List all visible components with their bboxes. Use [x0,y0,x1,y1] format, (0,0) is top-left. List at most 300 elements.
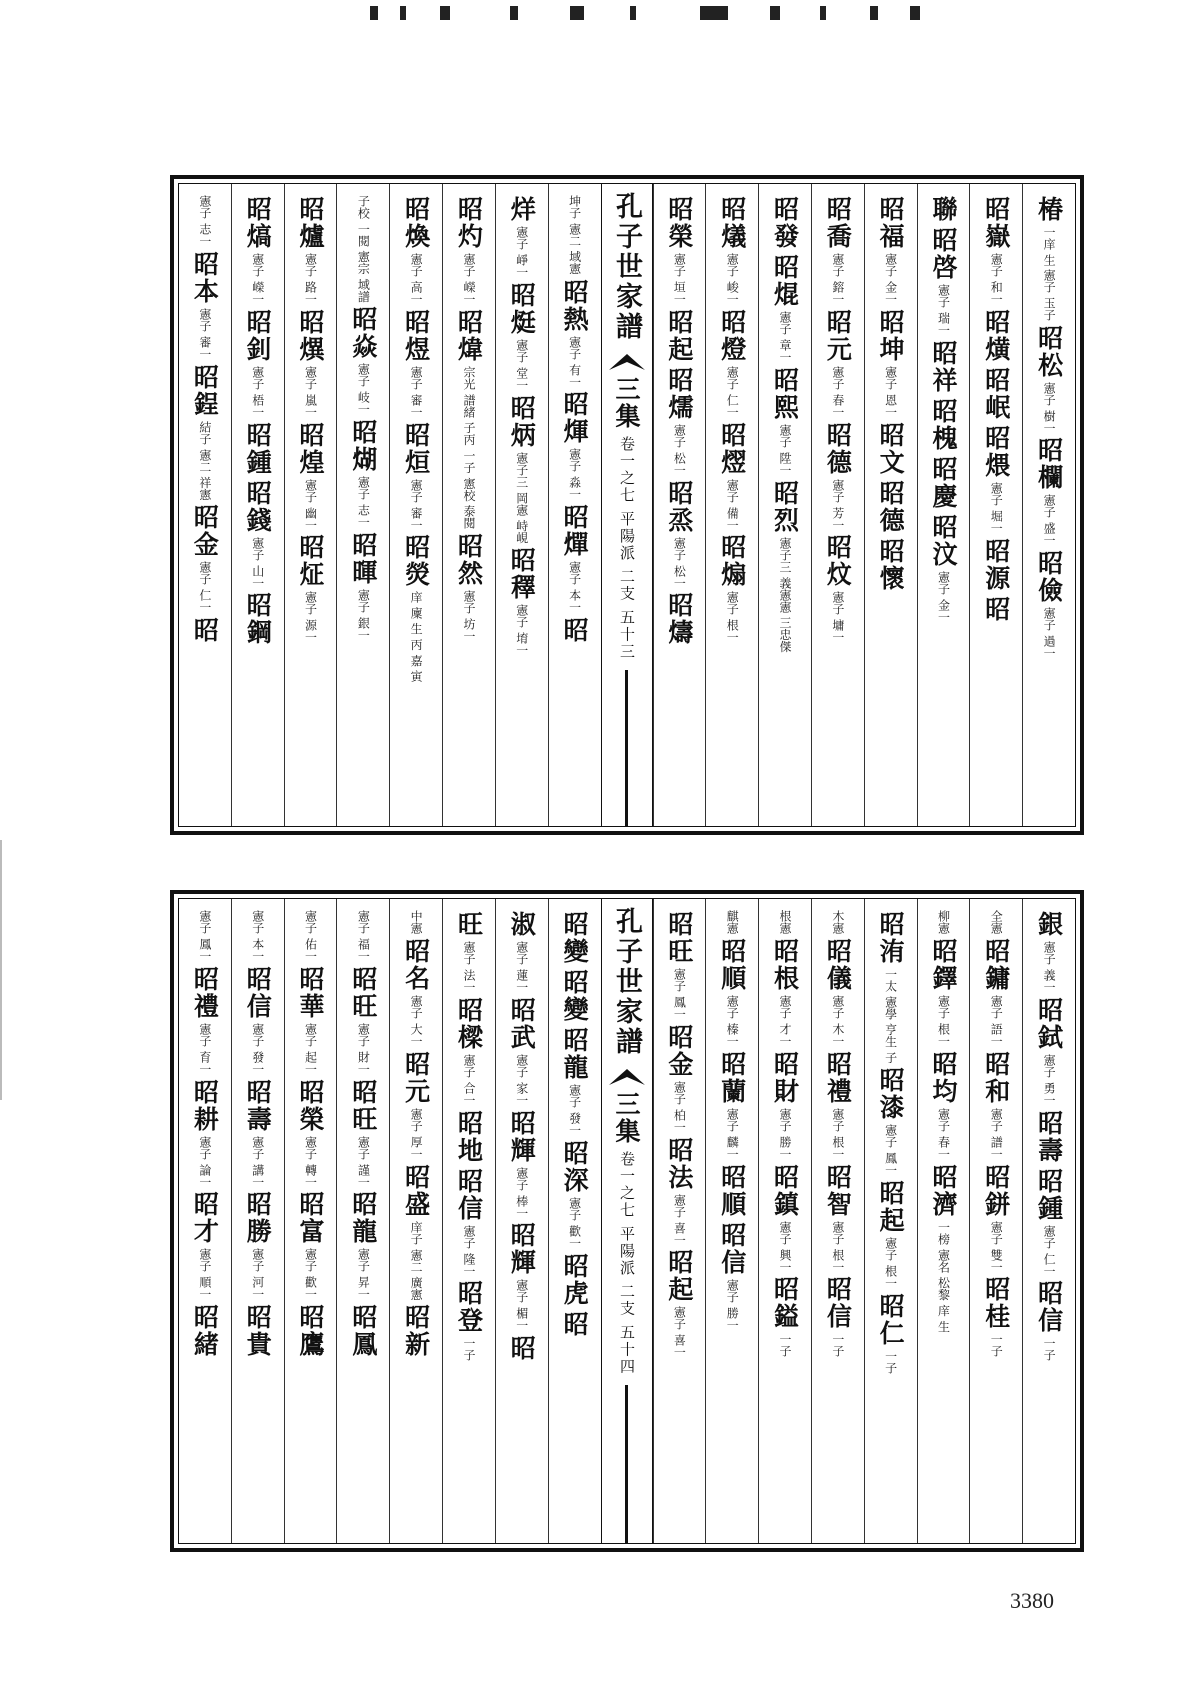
person-name: 聯 [928,196,958,223]
person-name: 昭喬 [823,196,853,250]
person-name: 昭榮 [296,1078,326,1133]
person-name: 昭樑 [454,996,484,1051]
chapter-branch-page: 卷一之七 平陽派 二支 五十四 [618,1151,636,1376]
entry-column [336,184,389,826]
person-name: 昭䆁 [507,547,537,602]
lineage-note: 憲子 喜一 [672,1193,687,1246]
lineage-note: 憲子 審一 [409,478,424,531]
lineage-note: 憲子 育一 [197,1022,212,1075]
person-name: 昭信 [823,1276,853,1331]
lineage-note: 憲子 瑞一 [936,284,951,336]
person-name: 昭 [560,617,590,645]
person-name: 昭鋼 [243,592,273,647]
spine-rule [625,1385,628,1543]
person-name: 昭炡 [296,534,326,589]
lineage-note: 憲子 山一 [250,536,265,589]
person-name: 昭煳 [348,419,378,474]
lineage-note: 憲子三 岡憲 峙峴 [514,451,529,544]
lineage-note: 憲子 順一 [197,1248,212,1301]
lineage-note: 憲子 崢一 [514,226,529,278]
entry-column [917,899,970,1543]
person-name: 昭煽 [717,534,747,589]
person-name: 昭福 [876,196,906,250]
person-name: 昭煥 [401,196,431,250]
lineage-note: 憲子 厚一 [409,1107,424,1160]
person-name: 昭炳 [507,394,537,449]
person-name: 昭壽 [1034,1109,1064,1164]
lineage-note: 一子 [989,1333,1004,1358]
lineage-note: 憲子 盛一 [1042,494,1057,547]
person-name: 昭信 [243,965,273,1020]
lineage-note: 宗光 譜緒 子丙 一子 憲校 泰閱 [461,365,476,529]
lineage-note: 憲子 淼一 [567,448,582,501]
lineage-note: 憲子 松一 [672,536,687,589]
lineage-note: 憲子 喜一 [672,1306,687,1359]
person-name: 昭懷 [876,537,906,592]
lineage-note: 庠 廩 生 丙 嘉 寅 [409,591,424,683]
person-name: 昭烜 [401,421,431,476]
lineage-note: 憲子 芳一 [830,478,845,531]
lineage-note: 憲子 勝一 [778,1107,793,1160]
lineage-note: 憲子 楣一 [514,1279,529,1332]
person-name: 昭岷 [981,366,1011,421]
person-name: 昭起 [664,308,694,363]
person-name: 昭鎰 [770,1276,800,1331]
person-name: 昭均 [928,1050,958,1105]
lineage-note: 憲子 堉一 [514,604,529,657]
fishtail-ornament-icon [607,350,647,372]
lineage-note: 憲子 金一 [883,253,898,305]
lineage-note: 憲子 佑一 [303,910,318,962]
person-name: 昭烝 [664,479,694,534]
person-name: 昭金 [190,504,220,559]
entry-column [969,184,1022,826]
lineage-note: 結子 憲二 祥憲 [197,420,212,501]
lineage-note: 憲子 有一 [567,335,582,388]
person-name: 昭變 [560,911,590,965]
lineage-note: 憲子 源一 [303,591,318,644]
entry-column [284,899,337,1543]
lineage-note: 憲子 木一 [830,995,845,1047]
person-name: 昭德 [823,421,853,476]
lineage-note: 憲子 本一 [250,910,265,962]
person-name: 昭富 [296,1191,326,1246]
lineage-note: 憲子 發一 [250,1022,265,1075]
chapter-branch-page: 卷一之七 平陽派 二支 五十三 [618,436,636,661]
lineage-note: 憲子 堂一 [514,338,529,391]
lineage-note: 憲子 墉一 [830,591,845,644]
entry-column [705,184,758,826]
person-name: 昭燈 [717,308,747,363]
person-name: 昭順 [717,1163,747,1218]
lineage-note: 憲子 仁一 [1042,1224,1057,1277]
lineage-note: 憲子 勝一 [725,1278,740,1331]
lineage-note: 一子 [778,1333,793,1358]
person-name: 昭起 [876,1180,906,1235]
lineage-note: 憲子 金一 [936,570,951,623]
person-name: 昭漆 [876,1067,906,1122]
entry-column [179,899,231,1543]
person-name: 昭禮 [190,965,220,1020]
entry-column [231,899,284,1543]
entry-column [231,184,284,826]
person-name: 昭虎 [560,1252,590,1307]
lineage-note: 憲子 興一 [778,1220,793,1273]
lineage-note: 柳憲 [936,910,951,934]
person-name: 昭文 [876,421,906,476]
lineage-note: 憲子 志一 [197,195,212,247]
lineage-note: 全憲 [989,910,1004,934]
lineage-note: 憲子 過一 [1042,607,1057,660]
person-name: 昭燽 [664,592,694,647]
lineage-note: 子校 一閱 憲宗 域譜 [356,195,371,303]
lineage-note: 憲子 大一 [409,995,424,1047]
lineage-note: 一子 [461,1337,476,1362]
lineage-note: 根憲 [778,910,793,934]
lineage-note: 憲子 根一 [725,591,740,644]
person-name: 昭仁 [876,1293,906,1348]
person-name: 昭新 [401,1304,431,1359]
entry-column [548,184,601,826]
person-name: 昭鉼 [981,1163,1011,1218]
lineage-note: 憲子 法一 [461,941,476,993]
fishtail-ornament-icon [607,1065,647,1087]
lineage-note: 憲子 根一 [936,995,951,1047]
genealogy-page-53 [170,175,1084,835]
person-name: 昭耕 [190,1078,220,1133]
lineage-note: 憲子 義一 [1042,941,1057,993]
person-name: 昭起 [664,1249,694,1304]
lineage-note: 憲子 恩一 [883,365,898,418]
lineage-note: 憲子 嵐一 [303,365,318,418]
lineage-note: 憲子 垣一 [672,253,687,305]
entry-column [811,899,864,1543]
lineage-note: 一子 [1042,1337,1057,1362]
lineage-note: 憲子 根一 [830,1107,845,1160]
person-name: 昭釗 [243,308,273,363]
lineage-note: 憲子 松一 [672,423,687,476]
person-name: 烊 [507,196,537,223]
lineage-note: 憲子 勇一 [1042,1053,1057,1106]
person-name: 昭鏞 [981,938,1011,992]
person-name: 昭龍 [348,1191,378,1246]
entry-column [548,899,601,1543]
person-name: 昭緒 [190,1304,220,1359]
lineage-note: 憲子 和一 [989,253,1004,305]
lineage-note: 憲子 志一 [356,476,371,529]
entry-column [653,184,706,826]
person-name: 昭旺 [348,1078,378,1133]
person-name: 昭壽 [243,1078,273,1133]
lineage-note: 憲子 坊一 [461,589,476,642]
person-name: 昭煌 [296,421,326,476]
person-name: 昭法 [664,1136,694,1191]
lineage-note: 憲子 鳳一 [197,910,212,962]
lineage-note: 憲子 河一 [250,1248,265,1301]
person-name: 昭炆 [823,534,853,589]
person-name: 旺 [454,911,484,938]
person-name: 昭煜 [401,308,431,363]
person-name: 昭錢 [243,479,273,534]
person-name: 昭武 [507,996,537,1051]
person-name: 昭鍾 [243,421,273,476]
person-name: 昭禮 [823,1050,853,1105]
person-name: 昭熿 [981,308,1011,363]
person-name: 昭龍 [560,1027,590,1081]
lineage-note: 憲子 春一 [936,1107,951,1160]
person-name: 昭 [981,595,1011,623]
lineage-note: 憲子 審一 [197,307,212,360]
person-name: 昭熼 [296,308,326,363]
lineage-note: 憲子 根一 [830,1220,845,1273]
lineage-note: 憲子 堀一 [989,481,1004,534]
person-name: 昭鋥 [190,363,220,418]
person-name: 昭德 [876,479,906,534]
person-name: 昭鉽 [1034,996,1064,1051]
person-name: 昭元 [401,1050,431,1105]
lineage-note: 憲子 仁一 [725,365,740,418]
entry-column [758,184,811,826]
entry-column [758,899,811,1543]
entry-column [495,184,548,826]
page-number: 3380 [1010,1588,1054,1613]
person-name: 昭 [507,1335,537,1363]
lineage-note: 木憲 [830,910,845,934]
lineage-note: 憲子 嶸一 [461,253,476,305]
person-name: 昭煇 [560,391,590,446]
lineage-note: 憲子 鎔一 [830,253,845,305]
entry-column [336,899,389,1543]
lineage-note: 憲子 路一 [303,253,318,305]
person-name: 昭烶 [507,281,537,336]
person-name: 昭欄 [1034,437,1064,492]
person-name: 椿 [1034,196,1064,223]
entry-column [969,899,1022,1543]
entry-column [179,184,231,826]
lineage-note: 憲子 論一 [197,1135,212,1188]
genealogy-page-54 [170,890,1084,1552]
person-name: 昭源 [981,537,1011,592]
person-name: 昭焜 [770,254,800,308]
person-name: 昭信 [717,1221,747,1276]
lineage-note: 憲子 梧一 [250,365,265,418]
scan-edge-mark [0,840,2,1100]
person-name: 昭燀 [560,504,590,559]
person-name: 昭儀 [823,938,853,992]
person-name: 昭熙 [770,366,800,421]
person-name: 昭順 [717,938,747,992]
lineage-note: 一太 憲學 亨生 子 [883,968,898,1064]
person-name: 昭啓 [928,227,958,281]
person-name: 昭貴 [243,1304,273,1359]
lineage-note: 憲子 合一 [461,1053,476,1106]
person-name: 昭根 [770,938,800,992]
lineage-note: 一子 [830,1333,845,1358]
entry-column [1022,184,1075,826]
person-name: 昭鍾 [1034,1167,1064,1222]
lineage-note: 憲子 玉子 [1042,268,1057,321]
person-name: 昭旺 [348,965,378,1020]
entry-column [1022,899,1075,1543]
person-name: 昭熤 [717,421,747,476]
person-name: 昭 [560,1310,590,1338]
person-name: 昭槐 [928,397,958,452]
page-columns [178,898,1076,1544]
person-name: 昭和 [981,1050,1011,1105]
person-name: 昭榮 [664,196,694,250]
person-name: 昭焱 [348,306,378,361]
lineage-note: 憲子 備一 [725,478,740,531]
person-name: 昭蘭 [717,1050,747,1105]
person-name: 昭煨 [981,424,1011,479]
person-name: 昭燸 [664,366,694,421]
entry-column [442,899,495,1543]
lineage-note: 憲子 本一 [567,561,582,614]
person-name: 昭然 [454,532,484,587]
lineage-note: 憲子 樹一 [1042,381,1057,434]
person-name: 昭發 [770,196,800,250]
person-name: 昭華 [296,965,326,1020]
lineage-note: 憲子 福一 [356,910,371,962]
lineage-note: 庠子 憲二 廣憲 [409,1220,424,1301]
person-name: 昭儉 [1034,550,1064,605]
person-name: 昭爐 [296,196,326,250]
person-name: 昭松 [1034,324,1064,379]
lineage-note: 憲子 才一 [778,995,793,1047]
entry-column [284,184,337,826]
person-name: 昭嶽 [981,196,1011,250]
volume-label: 三集 [612,376,641,430]
entry-column [917,184,970,826]
entry-column [495,899,548,1543]
lineage-note: 憲子 雙一 [989,1220,1004,1273]
page-columns [178,183,1076,827]
lineage-note: 憲子 仁一 [197,561,212,614]
person-name: 昭名 [401,938,431,992]
lineage-note: 憲子 春一 [830,365,845,418]
lineage-note: 憲子 根一 [883,1237,898,1290]
lineage-note: 憲子 審一 [409,365,424,418]
entry-column [653,899,706,1543]
person-name: 昭燨 [717,196,747,250]
lineage-note: 憲子 蓮一 [514,941,529,993]
person-name: 昭煒 [454,308,484,363]
person-name: 昭桂 [981,1276,1011,1331]
person-name: 昭旺 [664,911,694,965]
person-name: 昭坤 [876,308,906,363]
lineage-note: 坤子 憲二 域憲 [567,195,582,275]
lineage-note: 憲子 講一 [250,1135,265,1188]
person-name: 昭熇 [243,196,273,250]
person-name: 昭財 [770,1050,800,1105]
lineage-note: 憲子 轉一 [303,1135,318,1188]
lineage-note: 憲子 陞一 [778,423,793,476]
person-name: 昭輝 [507,1222,537,1277]
person-name: 昭勝 [243,1191,273,1246]
book-title: 孔子世家譜 [611,192,642,342]
person-name: 昭灼 [454,196,484,250]
person-name: 昭鷹 [296,1304,326,1359]
lineage-note: 憲子 榛一 [725,995,740,1047]
entry-column [811,184,864,826]
lineage-note: 憲子 歡一 [303,1248,318,1301]
lineage-note: 憲子 歡一 [567,1196,582,1249]
person-name: 淑 [507,911,537,938]
person-name: 昭熱 [560,278,590,333]
lineage-note: 憲子 發一 [567,1084,582,1136]
person-name: 昭智 [823,1163,853,1218]
lineage-note: 憲子 財一 [356,1022,371,1075]
person-name: 昭慶 [928,455,958,510]
person-name: 昭祥 [928,339,958,394]
person-name: 昭地 [454,1109,484,1164]
person-name: 昭輝 [507,1109,537,1164]
lineage-note: 一榜 憲名 松黎 庠 生 [936,1220,951,1332]
entry-column [389,899,442,1543]
person-name: 昭深 [560,1139,590,1194]
person-name: 昭洧 [876,911,906,965]
lineage-note: 憲子 譜一 [989,1107,1004,1160]
book-spine-column [601,899,653,1543]
person-name: 銀 [1034,911,1064,938]
person-name: 昭本 [190,250,220,305]
lineage-note: 憲子 起一 [303,1022,318,1075]
person-name: 昭信 [1034,1280,1064,1335]
person-name: 昭鳳 [348,1304,378,1359]
person-name: 昭信 [454,1167,484,1222]
lineage-note: 麒憲 [725,910,740,934]
person-name: 昭烈 [770,479,800,534]
lineage-note: 憲子 語一 [989,995,1004,1047]
person-name: 昭汶 [928,513,958,568]
lineage-note: 憲子 嶸一 [250,253,265,305]
spine-rule [625,670,628,826]
person-name: 昭盛 [401,1163,431,1218]
entry-column [705,899,758,1543]
lineage-note: 中憲 [409,910,424,934]
entry-column [389,184,442,826]
lineage-note: 憲子 柏一 [672,1080,687,1133]
lineage-note: 憲子 鳳一 [672,968,687,1020]
lineage-note: 憲子 幽一 [303,478,318,531]
lineage-note: 一庠 生 [1042,226,1057,266]
volume-label: 三集 [612,1091,641,1145]
lineage-note: 憲子 章一 [778,311,793,363]
person-name: 昭鎮 [770,1163,800,1218]
person-name: 昭 [190,617,220,645]
person-name: 昭金 [664,1023,694,1078]
entry-column [864,184,917,826]
lineage-note: 憲子 棒一 [514,1166,529,1219]
lineage-note: 憲子 麟一 [725,1107,740,1160]
book-title: 孔子世家譜 [611,907,642,1057]
lineage-note: 憲子三 義憲憲 三忠傑 [778,536,793,653]
person-name: 昭熒 [401,534,431,589]
person-name: 昭登 [454,1280,484,1335]
lineage-note: 憲子 銀一 [356,589,371,641]
lineage-note: 憲子 昇一 [356,1248,371,1301]
lineage-note: 憲子 家一 [514,1053,529,1106]
lineage-note: 憲子 謹一 [356,1135,371,1188]
lineage-note: 憲子 鳳一 [883,1124,898,1177]
person-name: 昭才 [190,1191,220,1246]
person-name: 昭鐸 [928,938,958,992]
person-name: 昭暉 [348,532,378,587]
lineage-note: 憲子 峻一 [725,253,740,305]
lineage-note: 一子 [883,1350,898,1375]
person-name: 昭元 [823,308,853,363]
lineage-note: 憲子 高一 [409,253,424,305]
